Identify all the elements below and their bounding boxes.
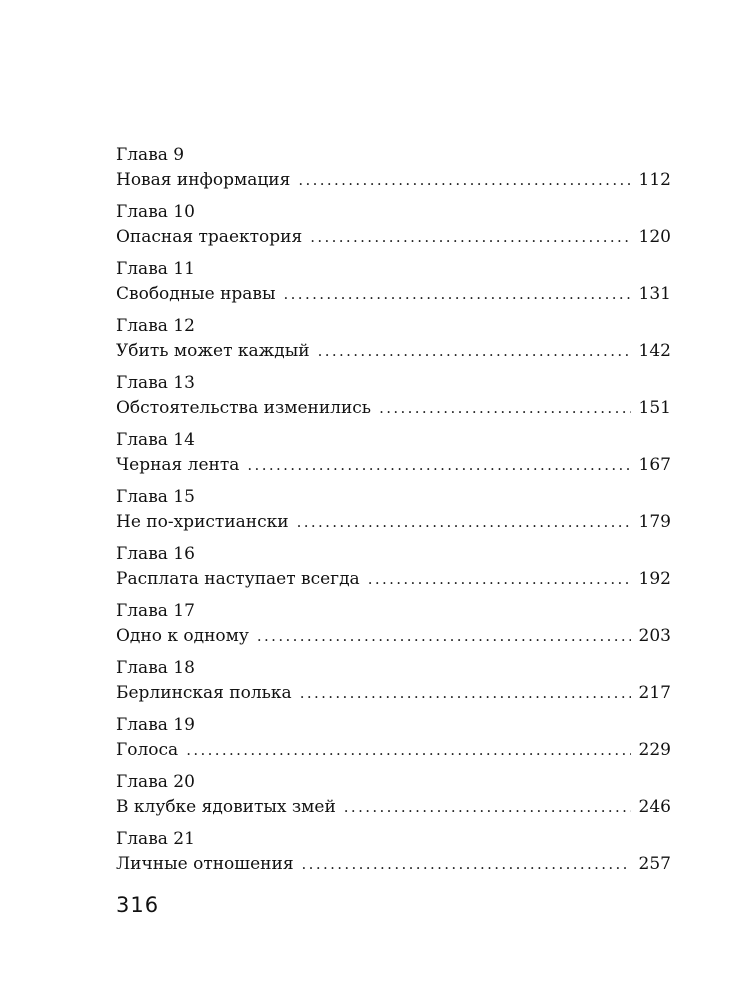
chapter-page-number: 203 bbox=[638, 626, 671, 646]
chapter-label: Глава 12 bbox=[116, 316, 195, 336]
dot-leader bbox=[257, 625, 631, 647]
chapter-row bbox=[116, 226, 671, 250]
chapter-title: В клубке ядовитых змей bbox=[116, 797, 336, 817]
chapter-page-number: 167 bbox=[638, 455, 671, 475]
chapter-row bbox=[116, 511, 671, 535]
chapter-row bbox=[116, 853, 671, 877]
chapter-page-number: 217 bbox=[638, 683, 671, 703]
toc-entry bbox=[116, 828, 671, 885]
chapter-row bbox=[116, 796, 671, 820]
chapter-row bbox=[116, 568, 671, 592]
chapter-page-number: 142 bbox=[638, 341, 671, 361]
toc-entry bbox=[116, 144, 671, 201]
chapter-title: Свободные нравы bbox=[116, 284, 276, 304]
chapter-label: Глава 21 bbox=[116, 829, 195, 849]
chapter-row bbox=[116, 340, 671, 364]
chapter-label: Глава 10 bbox=[116, 202, 195, 222]
dot-leader bbox=[318, 340, 631, 362]
chapter-page-number: 179 bbox=[638, 512, 671, 532]
toc-entry bbox=[116, 771, 671, 828]
dot-leader bbox=[310, 226, 630, 248]
toc-entry bbox=[116, 315, 671, 372]
chapter-page-number: 151 bbox=[638, 398, 671, 418]
dot-leader bbox=[298, 169, 630, 191]
chapter-label: Глава 11 bbox=[116, 259, 195, 279]
folio-page-number: 316 bbox=[116, 893, 160, 917]
dot-leader bbox=[368, 568, 631, 590]
chapter-title: Голоса bbox=[116, 740, 179, 760]
chapter-label: Глава 13 bbox=[116, 373, 195, 393]
chapter-label: Глава 16 bbox=[116, 544, 195, 564]
chapter-title: Убить может каждый bbox=[116, 341, 310, 361]
dot-leader bbox=[284, 283, 631, 305]
chapter-page-number: 229 bbox=[638, 740, 671, 760]
toc-entry bbox=[116, 429, 671, 486]
chapter-label: Глава 18 bbox=[116, 658, 195, 678]
chapter-title: Опасная траектория bbox=[116, 227, 303, 247]
chapter-label: Глава 20 bbox=[116, 772, 195, 792]
chapter-title: Не по-христиански bbox=[116, 512, 289, 532]
dot-leader bbox=[186, 739, 630, 761]
chapter-label: Глава 9 bbox=[116, 145, 185, 165]
toc-entry bbox=[116, 201, 671, 258]
toc-entry bbox=[116, 600, 671, 657]
toc-entry bbox=[116, 543, 671, 600]
dot-leader bbox=[302, 853, 631, 875]
chapter-page-number: 192 bbox=[638, 569, 671, 589]
dot-leader bbox=[379, 397, 630, 419]
chapter-row bbox=[116, 283, 671, 307]
chapter-page-number: 131 bbox=[638, 284, 671, 304]
toc-entry bbox=[116, 486, 671, 543]
chapter-label: Глава 15 bbox=[116, 487, 195, 507]
dot-leader bbox=[300, 682, 631, 704]
chapter-title: Личные отношения bbox=[116, 854, 294, 874]
chapter-label: Глава 14 bbox=[116, 430, 195, 450]
chapter-page-number: 257 bbox=[638, 854, 671, 874]
chapter-title: Одно к одному bbox=[116, 626, 249, 646]
chapter-label: Глава 19 bbox=[116, 715, 195, 735]
chapter-row bbox=[116, 625, 671, 649]
chapter-row bbox=[116, 397, 671, 421]
chapter-row bbox=[116, 739, 671, 763]
chapter-page-number: 120 bbox=[638, 227, 671, 247]
chapter-title: Берлинская полька bbox=[116, 683, 292, 703]
chapter-page-number: 246 bbox=[638, 797, 671, 817]
chapter-title: Новая информация bbox=[116, 170, 291, 190]
dot-leader bbox=[297, 511, 631, 533]
chapter-title: Черная лента bbox=[116, 455, 240, 475]
dot-leader bbox=[344, 796, 631, 818]
dot-leader bbox=[247, 454, 630, 476]
table-of-contents bbox=[116, 144, 671, 885]
chapter-row bbox=[116, 454, 671, 478]
toc-entry bbox=[116, 372, 671, 429]
chapter-label: Глава 17 bbox=[116, 601, 195, 621]
toc-entry bbox=[116, 714, 671, 771]
toc-entry bbox=[116, 258, 671, 315]
chapter-row bbox=[116, 682, 671, 706]
toc-entry bbox=[116, 657, 671, 714]
chapter-title: Расплата наступает всегда bbox=[116, 569, 360, 589]
chapter-page-number: 112 bbox=[638, 170, 671, 190]
chapter-title: Обстоятельства изменились bbox=[116, 398, 372, 418]
chapter-row bbox=[116, 169, 671, 193]
